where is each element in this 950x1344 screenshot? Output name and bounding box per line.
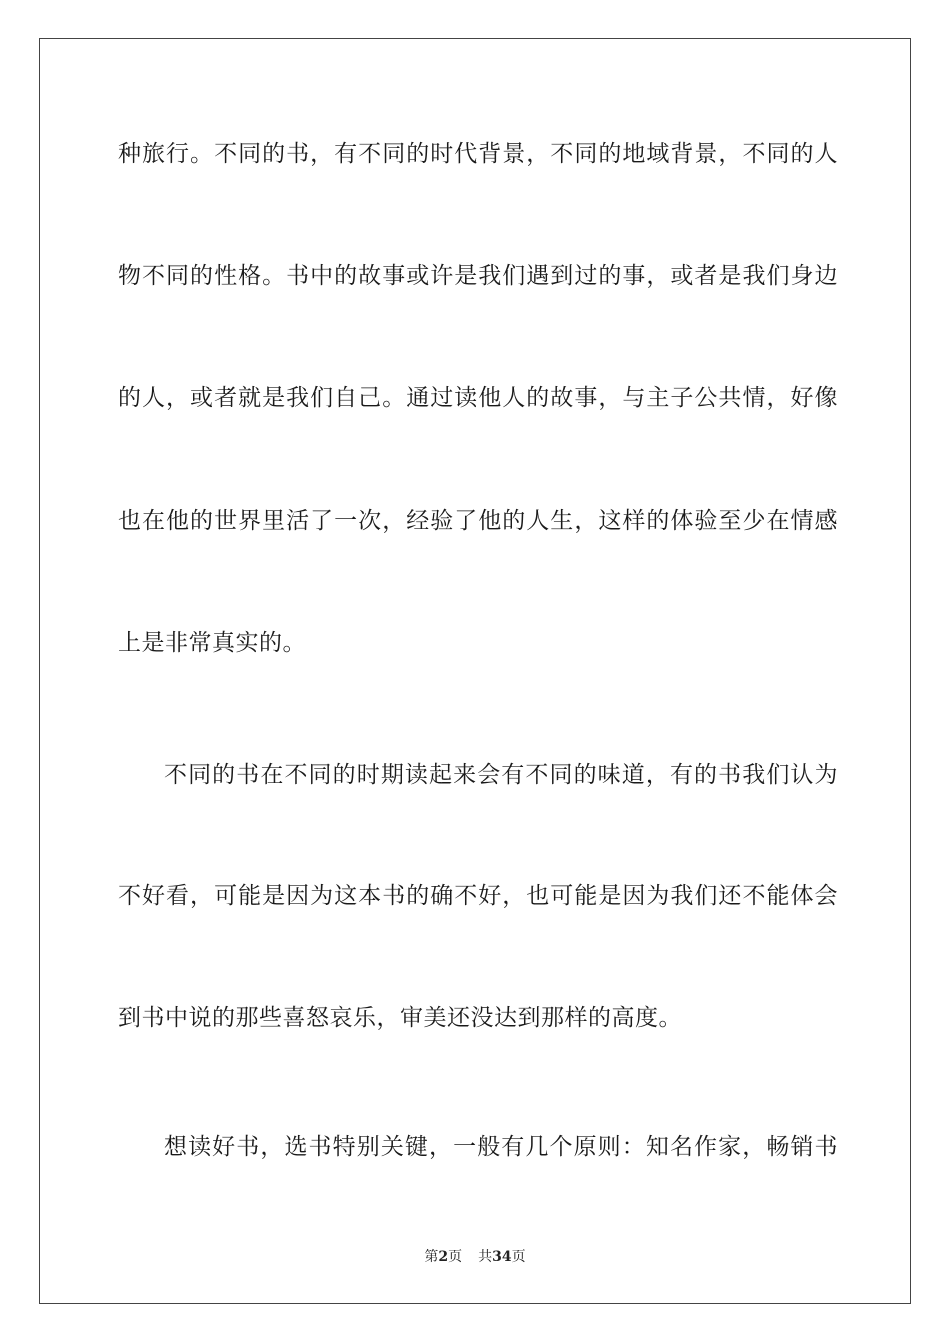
total-prefix: 共 xyxy=(478,1249,493,1265)
text-line: 物不同的性格。书中的故事或许是我们遇到过的事，或者是我们身边 xyxy=(118,263,838,289)
page-footer xyxy=(0,1247,950,1267)
text-line: 的人，或者就是我们自己。通过读他人的故事，与主子公共情，好像 xyxy=(118,385,838,411)
total-pages: 34 xyxy=(492,1249,512,1265)
paragraph-first-line: 不同的书在不同的时期读起来会有不同的味道，有的书我们认为 xyxy=(164,762,838,788)
page-border xyxy=(39,38,911,1304)
text-line: 种旅行。不同的书，有不同的时代背景，不同的地域背景，不同的人 xyxy=(118,141,838,167)
text-line: 也在他的世界里活了一次，经验了他的人生，这样的体验至少在情感 xyxy=(118,508,838,534)
total-suffix: 页 xyxy=(511,1249,526,1265)
page-prefix: 第 xyxy=(424,1249,439,1265)
page-suffix: 页 xyxy=(448,1249,463,1265)
text-line: 到书中说的那些喜怒哀乐，审美还没达到那样的高度。 xyxy=(118,1005,682,1031)
paragraph-first-line: 想读好书，选书特别关键，一般有几个原则：知名作家，畅销书 xyxy=(164,1134,838,1160)
text-line: 不好看，可能是因为这本书的确不好，也可能是因为我们还不能体会 xyxy=(118,883,838,909)
page-number: 2 xyxy=(438,1249,449,1265)
text-line: 上是非常真实的。 xyxy=(118,630,306,656)
